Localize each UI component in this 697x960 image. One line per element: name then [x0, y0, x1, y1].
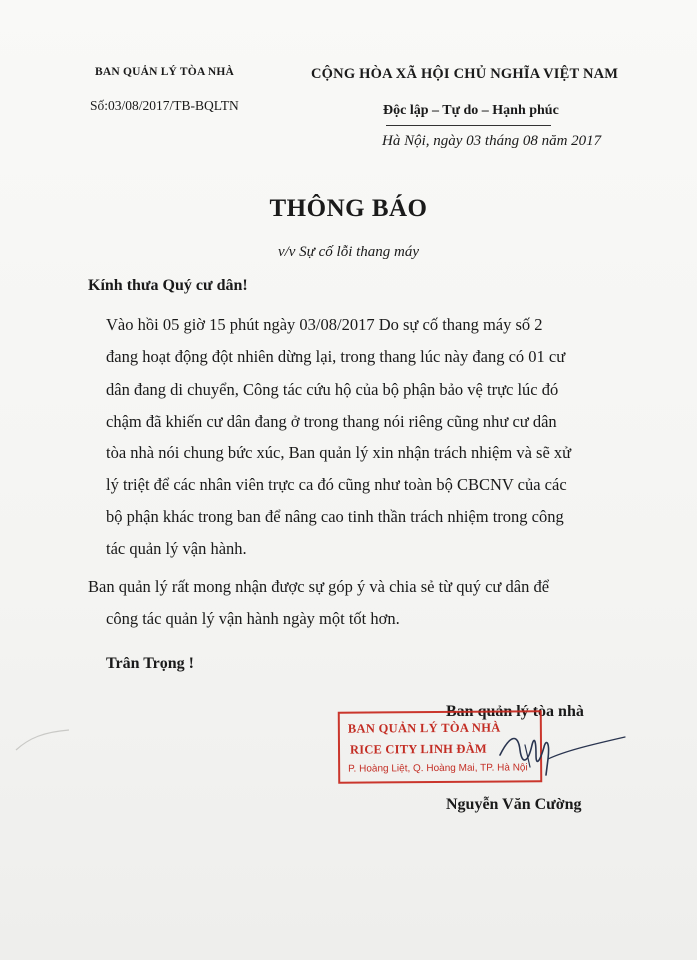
signature-title: Ban quản lý tòa nhà: [446, 703, 584, 720]
paragraph-line: tác quản lý vận hành.: [106, 539, 247, 558]
paragraph-line: Ban quản lý rất mong nhận được sự góp ý và chia sẻ từ quý cư dân để: [88, 577, 550, 596]
paragraph-line: tòa nhà nói chung bức xúc, Ban quản lý xin nhận trách nhiệm và sẽ xử: [106, 443, 572, 462]
salutation: Kính thưa Quý cư dân!: [88, 277, 248, 294]
motto-underline: [386, 125, 551, 126]
stamp-line-3: P. Hoàng Liệt, Q. Hoàng Mai, TP. Hà Nội: [348, 762, 528, 775]
document-number: Số:03/08/2017/TB-BQLTN: [90, 98, 239, 113]
paragraph-line: dân đang di chuyển, Công tác cứu hộ của bộ phận bảo vệ trực lúc đó: [106, 380, 559, 399]
stamp-line-2: RICE CITY LINH ĐÀM: [349, 741, 487, 757]
national-motto: Độc lập – Tự do – Hạnh phúc: [383, 103, 559, 118]
signer-name: Nguyễn Văn Cường: [446, 796, 582, 813]
closing-phrase: Trân Trọng !: [106, 655, 195, 672]
handwritten-signature: [470, 715, 630, 785]
paragraph-line: công tác quản lý vận hành ngày một tốt hơn.: [106, 609, 400, 628]
paragraph-line: Vào hồi 05 giờ 15 phút ngày 03/08/2017 Do sự cố thang máy số 2: [106, 315, 543, 334]
paragraph-line: bộ phận khác trong ban để nâng cao tinh thần trách nhiệm trong công: [106, 507, 564, 526]
document-title: THÔNG BÁO: [269, 195, 428, 222]
document-subject: v/v Sự cố lỗi thang máy: [277, 244, 420, 260]
paragraph-line: lý triệt để các nhân viên trực ca đó cũng như toàn bộ CBCNV của các: [106, 475, 567, 494]
paper-smudge: [14, 720, 74, 760]
stamp-line-1: BAN QUẢN LÝ TÒA NHÀ: [347, 720, 501, 736]
paragraph-line: đang hoạt động đột nhiên dừng lại, trong thang lúc này đang có 01 cư: [106, 347, 566, 366]
place-and-date: Hà Nội, ngày 03 tháng 08 năm 2017: [382, 133, 602, 149]
organization-name: BAN QUẢN LÝ TÒA NHÀ: [95, 66, 235, 78]
paragraph-line: chậm đã khiến cư dân đang ở trong thang nói riêng cũng như cư dân: [106, 412, 557, 431]
national-title: CỘNG HÒA XÃ HỘI CHỦ NGHĨA VIỆT NAM: [311, 66, 619, 82]
